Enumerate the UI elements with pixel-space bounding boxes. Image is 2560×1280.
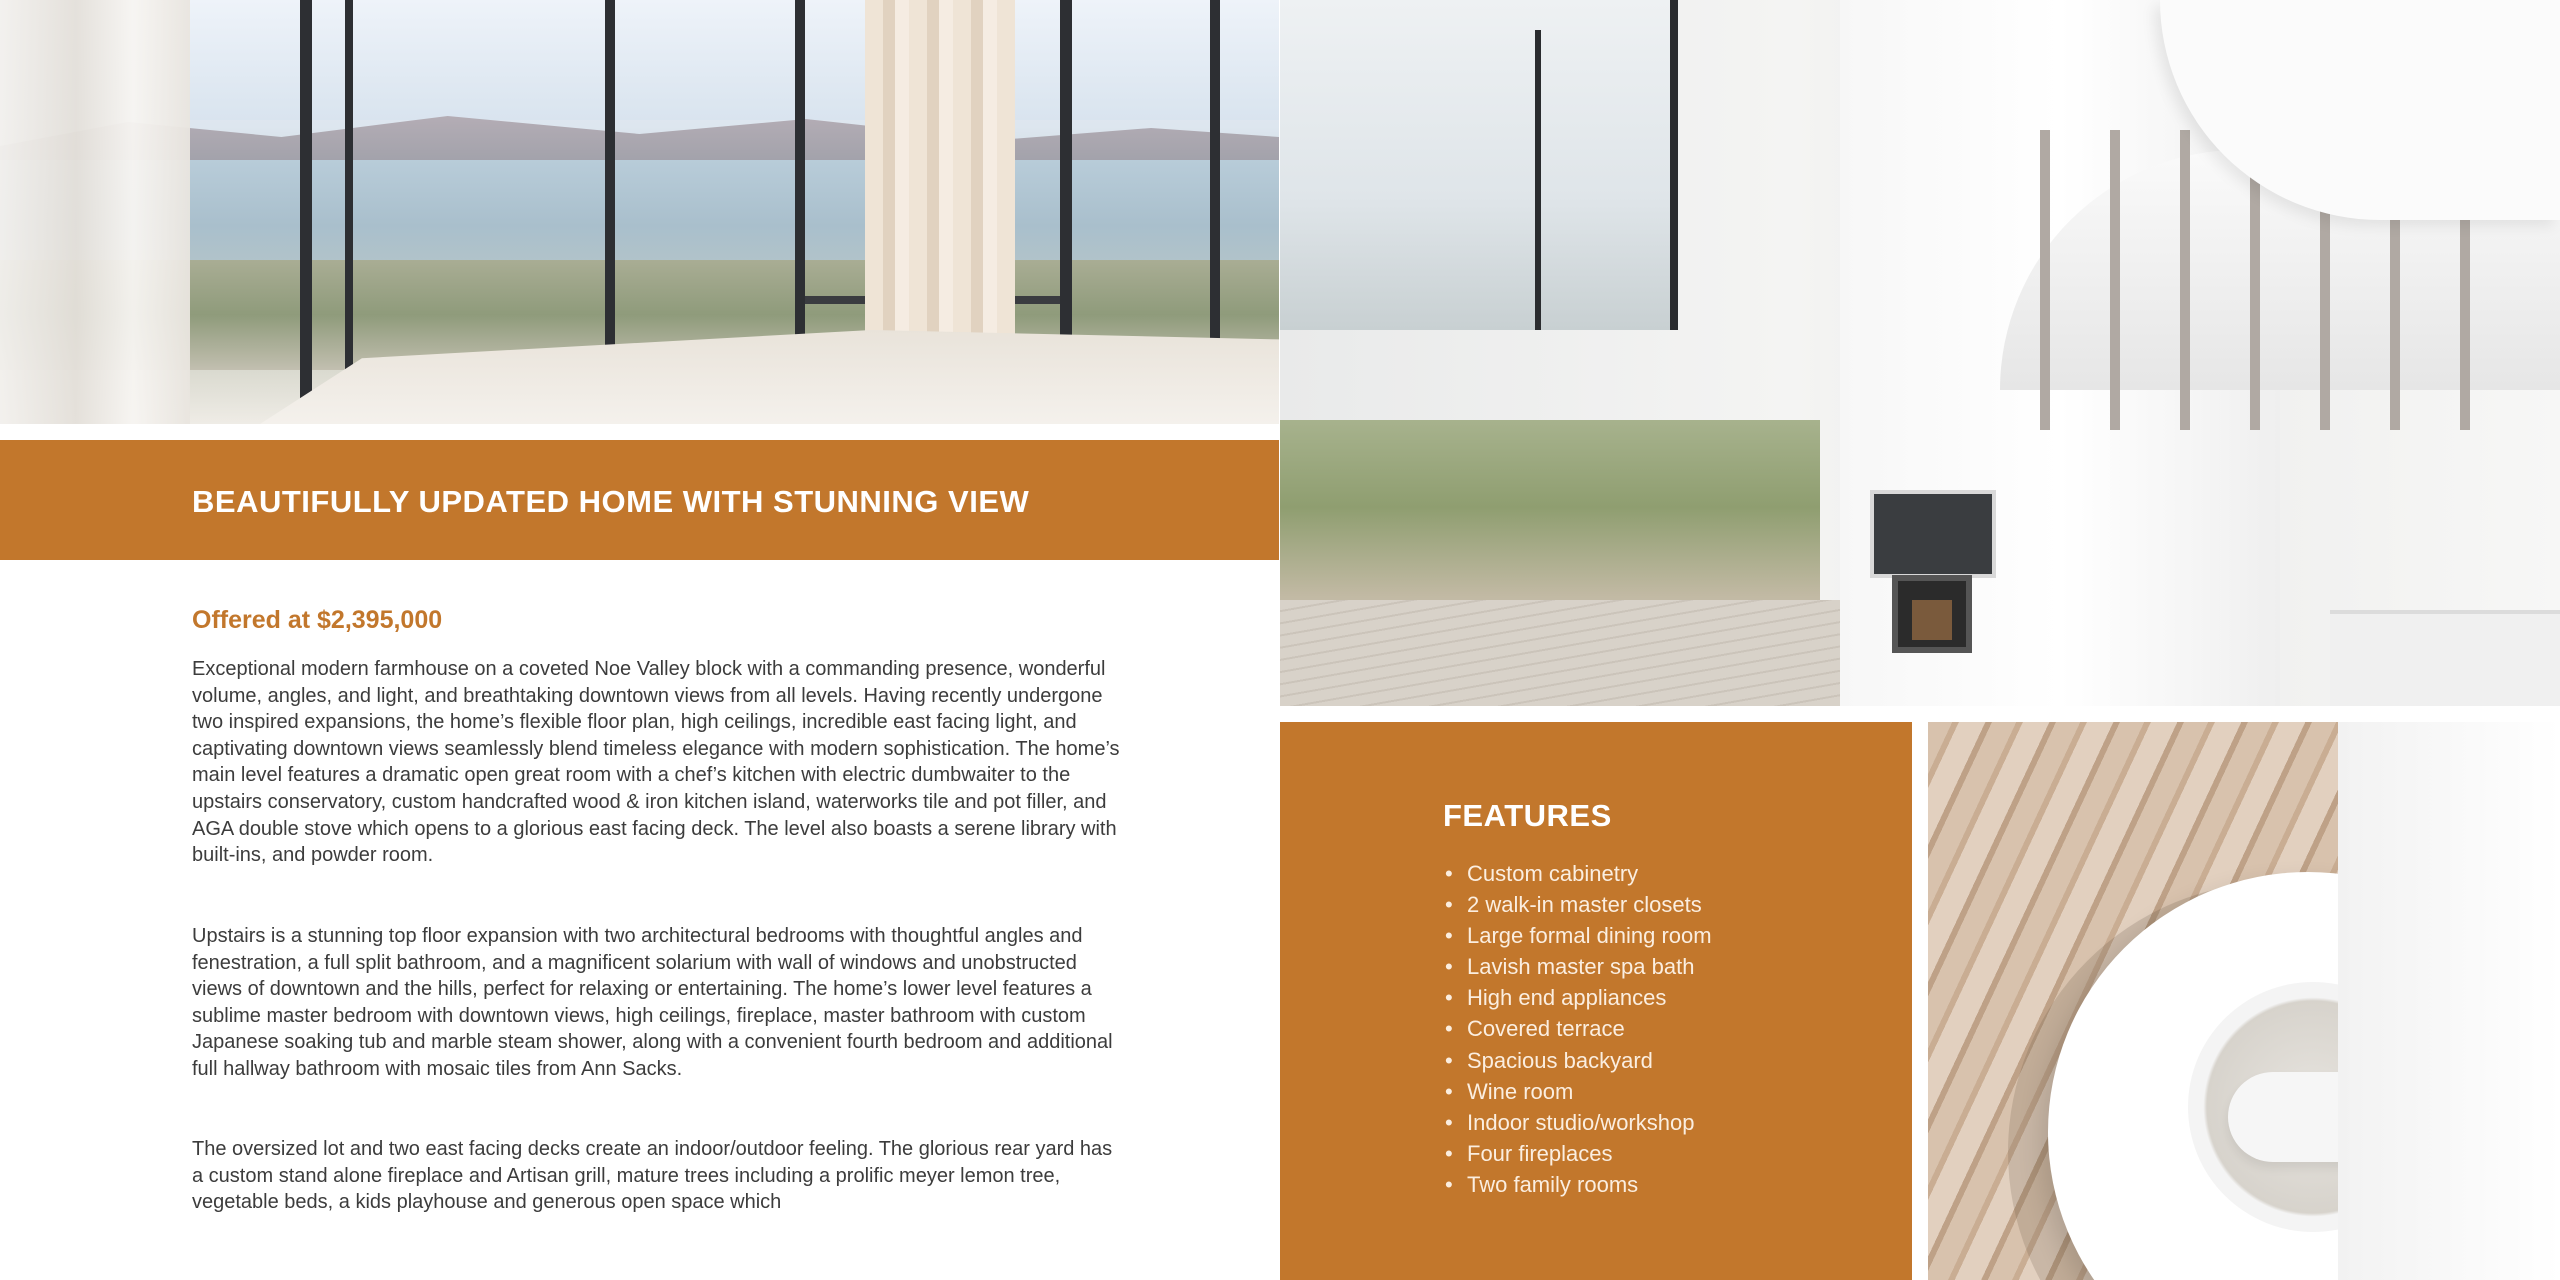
features-title: FEATURES: [1443, 798, 1612, 833]
window-frame: [1535, 30, 1541, 330]
photo-wall: [2338, 722, 2560, 1280]
feature-item: • Wine room: [1443, 1076, 1712, 1107]
spiral-staircase-photo: [1928, 722, 2560, 1280]
photo-railing: [2040, 130, 2050, 430]
photo-curtain-left: [0, 0, 190, 424]
title-banner: [0, 440, 1279, 560]
photo-upper-window: [1280, 0, 1678, 330]
feature-item: • Four fireplaces: [1443, 1138, 1712, 1169]
feature-item: • Spacious backyard: [1443, 1045, 1712, 1076]
window-frame: [1210, 0, 1220, 360]
window-frame: [1060, 0, 1072, 360]
feature-item: • High end appliances: [1443, 982, 1712, 1013]
features-panel: [1280, 722, 1912, 1280]
window-frame: [300, 0, 312, 424]
feature-item: • Lavish master spa bath: [1443, 951, 1712, 982]
photo-railing: [2110, 130, 2120, 430]
feature-item: • Indoor studio/workshop: [1443, 1107, 1712, 1138]
photo-railing: [2180, 130, 2190, 430]
photo-sky: [0, 0, 1279, 120]
window-frame: [345, 0, 353, 424]
description-paragraph: Upstairs is a stunning top floor expansion with two architectural bedrooms with thoughtful angles and fenestration, a full split bathroom, and a magnificent solarium with wall of windows and unobstructed views of downtown and the hills, perfect for relaxing or entertaining. The home’s lower level features a sublime master bedroom with downtown views, high ceilings, fireplace, master bathroom with custom Japanese soaking tub and marble steam shower, along with a convenient fourth bedroom and additional full hallway bathroom with mosaic tiles from Ann Sacks.: [192, 925, 1113, 1080]
photo-lake: [0, 160, 1279, 270]
feature-item: • Custom cabinetry: [1443, 858, 1712, 889]
bedroom-lake-view-photo: [0, 0, 1279, 424]
feature-item: • Large formal dining room: [1443, 920, 1712, 951]
feature-item: • 2 walk-in master closets: [1443, 889, 1712, 920]
features-list: [1443, 858, 1712, 1200]
photo-fire: [1912, 600, 1952, 640]
photo-kitchen-counter: [2330, 610, 2560, 706]
feature-item: • Covered terrace: [1443, 1013, 1712, 1044]
photo-curtain-right: [865, 0, 1015, 360]
description-paragraph: The oversized lot and two east facing decks create an indoor/outdoor feeling. The glorious rear yard has a custom stand alone fireplace and Artisan grill, mature trees including a prolific meyer lemon tree, vegetable beds, a kids playhouse and generous open space which: [192, 1138, 1113, 1214]
page-title: BEAUTIFULLY UPDATED HOME WITH STUNNING VIEW: [192, 484, 1030, 519]
description-paragraph: Exceptional modern farmhouse on a coveted Noe Valley block with a commanding presence, wonderful volume, angles, and light, and breathtaking downtown views from all levels. Having recently undergone two inspired expansions, the home’s flexible floor plan, high ceilings, incredible east facing light, and captivating downtown views seamlessly blend timeless elegance with modern sophistication. The home’s main level features a dramatic open great room with a chef’s kitchen with electric dumbwaiter to the upstairs conservatory, custom handcrafted wood & iron kitchen island, waterworks tile and pot filler, and AGA double stove which opens to a glorious east facing deck. The level also boasts a serene library with built-ins, and powder room.: [192, 658, 1120, 867]
offer-price: Offered at $2,395,000: [192, 606, 443, 634]
interior-staircase-photo: [1280, 0, 2560, 706]
photo-tv: [1870, 490, 1996, 578]
feature-item: • Two family rooms: [1443, 1169, 1712, 1200]
